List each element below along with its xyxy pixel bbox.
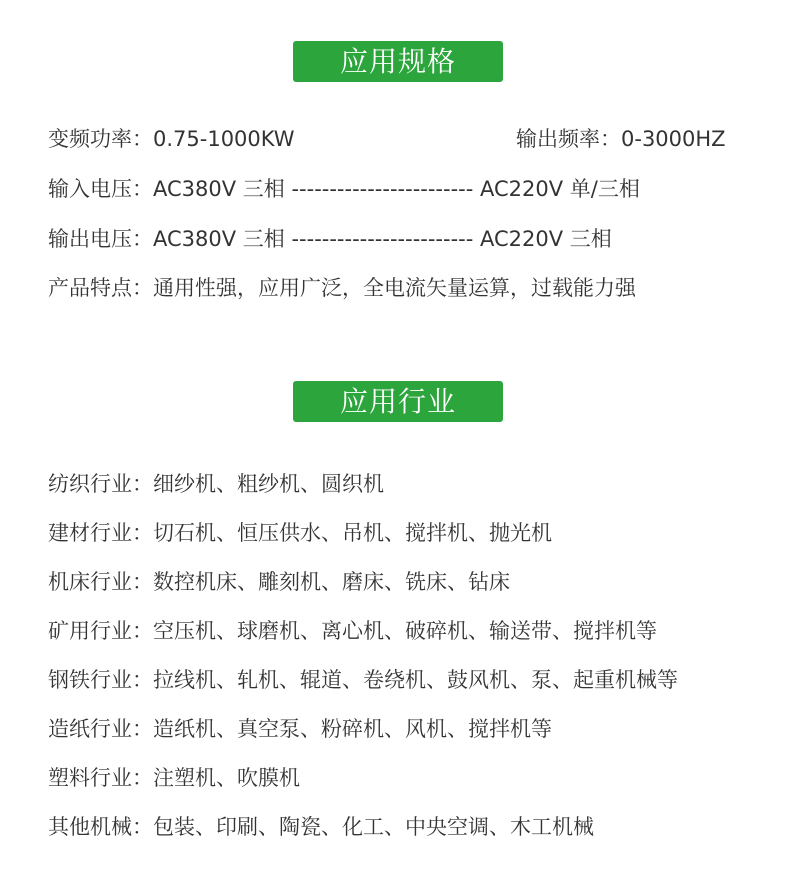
spec-row-input-voltage <box>48 174 640 204</box>
industry-label: 其他机械： <box>48 815 153 839</box>
spec-row-output-voltage <box>48 224 612 254</box>
industry-value: 拉线机、轧机、辊道、卷绕机、鼓风机、泵、起重机械等 <box>153 668 678 692</box>
industry-label: 塑料行业： <box>48 766 153 790</box>
spec-row-output-freq <box>516 124 726 154</box>
industry-row <box>48 567 510 597</box>
industry-row <box>48 714 552 744</box>
spec-row-features <box>48 273 636 303</box>
spec-label: 变频功率： <box>48 127 153 151</box>
industry-label: 纺织行业： <box>48 472 153 496</box>
industry-value: 注塑机、吹膜机 <box>153 766 300 790</box>
spec-label: 输出电压： <box>48 227 153 251</box>
industry-label: 钢铁行业： <box>48 668 153 692</box>
industry-value: 切石机、恒压供水、吊机、搅拌机、抛光机 <box>153 521 552 545</box>
industry-value: 数控机床、雕刻机、磨床、铣床、钻床 <box>153 570 510 594</box>
spec-value: 0-3000HZ <box>621 127 726 151</box>
industry-row <box>48 812 594 842</box>
industry-label: 造纸行业： <box>48 717 153 741</box>
spec-value: 通用性强，应用广泛，全电流矢量运算，过载能力强 <box>153 276 636 300</box>
spec-value: AC380V 三相 ------------------------ AC220V 单/三相 <box>153 177 640 201</box>
industry-value: 细纱机、粗纱机、圆织机 <box>153 472 384 496</box>
industry-row <box>48 469 384 499</box>
industry-value: 造纸机、真空泵、粉碎机、风机、搅拌机等 <box>153 717 552 741</box>
industry-label: 矿用行业： <box>48 619 153 643</box>
industry-value: 包装、印刷、陶瓷、化工、中央空调、木工机械 <box>153 815 594 839</box>
industry-row <box>48 616 657 646</box>
spec-section-title: 应用规格 <box>293 41 503 82</box>
industry-value: 空压机、球磨机、离心机、破碎机、输送带、搅拌机等 <box>153 619 657 643</box>
spec-label: 输入电压： <box>48 177 153 201</box>
spec-value: 0.75-1000KW <box>153 127 295 151</box>
industry-section-title: 应用行业 <box>293 381 503 422</box>
spec-label: 输出频率： <box>516 127 621 151</box>
industry-label: 机床行业： <box>48 570 153 594</box>
industry-row <box>48 665 678 695</box>
industry-row <box>48 763 300 793</box>
industry-row <box>48 518 552 548</box>
spec-value: AC380V 三相 ------------------------ AC220V 三相 <box>153 227 612 251</box>
industry-label: 建材行业： <box>48 521 153 545</box>
spec-row-power <box>48 124 295 154</box>
spec-label: 产品特点： <box>48 276 153 300</box>
